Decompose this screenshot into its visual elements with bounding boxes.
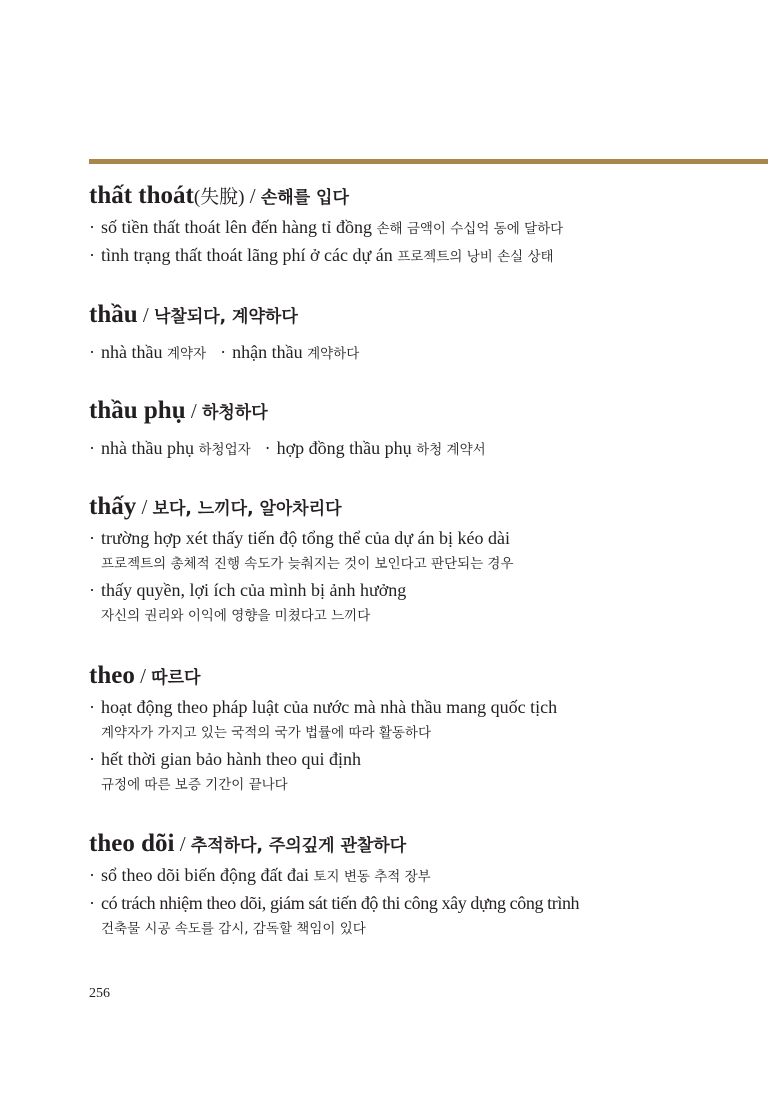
bullet: ·: [89, 342, 95, 362]
headword-separator: /: [134, 664, 152, 688]
example-vietnamese: có trách nhiệm theo dõi, giám sát tiến độ thi công xây dựng công trình: [101, 893, 580, 913]
bullet: ·: [89, 865, 95, 885]
example-line: [89, 862, 749, 890]
entry-headword: [89, 828, 749, 862]
page-number: 256: [89, 986, 110, 1001]
entry-headword: [89, 180, 749, 214]
example-vietnamese: nhà thầu: [101, 342, 163, 362]
headword-hanja: (失脫): [193, 187, 245, 208]
entry-that-thoat: [89, 180, 749, 270]
example-line: [89, 435, 749, 463]
bullet: ·: [89, 697, 95, 717]
example-line: [89, 339, 749, 367]
example-korean: 하청업자: [198, 442, 251, 458]
example-line: [89, 746, 749, 772]
headword-vietnamese: thầu phụ: [89, 397, 186, 424]
headword-korean: 따르다: [151, 668, 201, 688]
headword-separator: /: [136, 495, 153, 519]
entry-headword: [89, 660, 749, 694]
example-vietnamese: tình trạng thất thoát lãng phí ở các dự án: [101, 245, 393, 265]
headword-korean: 추적하다, 주의깊게 관찰하다: [190, 836, 407, 856]
example-vietnamese: nhà thầu phụ: [101, 438, 194, 458]
entry-theo: [89, 660, 749, 798]
example-line: [89, 577, 749, 603]
example-korean: 하청 계약서: [416, 442, 486, 458]
headword-separator: /: [174, 832, 191, 856]
example-vietnamese: nhận thầu: [232, 342, 303, 362]
example-line: [89, 694, 749, 720]
bullet: ·: [220, 342, 227, 362]
entry-theo-doi: [89, 828, 749, 942]
example-korean: 규정에 따른 보증 기간이 끝나다: [101, 777, 288, 793]
example-translation: [89, 720, 749, 746]
headword-vietnamese: thầu: [89, 301, 138, 328]
headword-vietnamese: thất thoát: [89, 182, 194, 209]
example-korean: 토지 변동 추적 장부: [313, 869, 431, 885]
example-vietnamese: hoạt động theo pháp luật của nước mà nhà thầu mang quốc tịch: [101, 697, 558, 717]
example-korean: 손해 금액이 수십억 동에 달하다: [376, 221, 564, 237]
example-translation: [89, 603, 749, 629]
example-korean: 자신의 권리와 이익에 영향을 미쳤다고 느끼다: [101, 608, 371, 624]
bullet: ·: [89, 893, 95, 913]
bullet: ·: [264, 438, 271, 458]
example-korean: 프로젝트의 낭비 손실 상태: [397, 249, 554, 265]
bullet: ·: [89, 438, 95, 458]
bullet: ·: [89, 749, 95, 769]
example-korean: 계약하다: [307, 346, 360, 362]
bullet: ·: [89, 245, 95, 265]
headword-korean: 하청하다: [201, 403, 268, 423]
example-line: [89, 214, 749, 242]
headword-korean: 보다, 느끼다, 알아차리다: [152, 499, 342, 519]
bullet: ·: [89, 528, 95, 548]
example-translation: [89, 916, 749, 942]
entry-headword: [89, 395, 749, 429]
section-rule: [89, 159, 768, 164]
example-vietnamese: hợp đồng thầu phụ: [276, 438, 412, 458]
entry-thau-phu: [89, 395, 749, 463]
entry-headword: [89, 491, 749, 525]
example-line: [89, 525, 749, 551]
headword-korean: 낙찰되다, 계약하다: [153, 307, 298, 327]
headword-vietnamese: theo: [89, 662, 135, 689]
example-korean: 프로젝트의 총체적 진행 속도가 늦춰지는 것이 보인다고 판단되는 경우: [101, 556, 514, 572]
bullet: ·: [89, 217, 95, 237]
example-line: [89, 890, 749, 916]
bullet: ·: [89, 580, 95, 600]
entry-thau: [89, 299, 749, 367]
example-korean: 계약자: [166, 346, 207, 362]
headword-vietnamese: theo dõi: [89, 830, 175, 857]
example-vietnamese: thấy quyền, lợi ích của mình bị ảnh hưởng: [101, 580, 407, 600]
example-vietnamese: sổ theo dõi biến động đất đai: [101, 865, 309, 885]
example-vietnamese: hết thời gian bảo hành theo qui định: [101, 749, 361, 769]
example-translation: [89, 551, 749, 577]
example-korean: 계약자가 가지고 있는 국적의 국가 법률에 따라 활동하다: [101, 725, 431, 741]
headword-korean: 손해를 입다: [260, 188, 349, 208]
example-vietnamese: số tiền thất thoát lên đến hàng tỉ đồng: [101, 217, 372, 237]
headword-vietnamese: thấy: [89, 493, 137, 520]
example-translation: [89, 772, 749, 798]
example-line: [89, 242, 749, 270]
entry-headword: [89, 299, 749, 333]
headword-separator: /: [137, 303, 154, 327]
entry-thay: [89, 491, 749, 629]
example-korean: 건축물 시공 속도를 감시, 감독할 책임이 있다: [101, 921, 366, 937]
example-vietnamese: trường hợp xét thấy tiến độ tổng thể của dự án bị kéo dài: [101, 528, 510, 548]
headword-separator: /: [185, 399, 202, 423]
headword-separator: /: [244, 184, 261, 208]
